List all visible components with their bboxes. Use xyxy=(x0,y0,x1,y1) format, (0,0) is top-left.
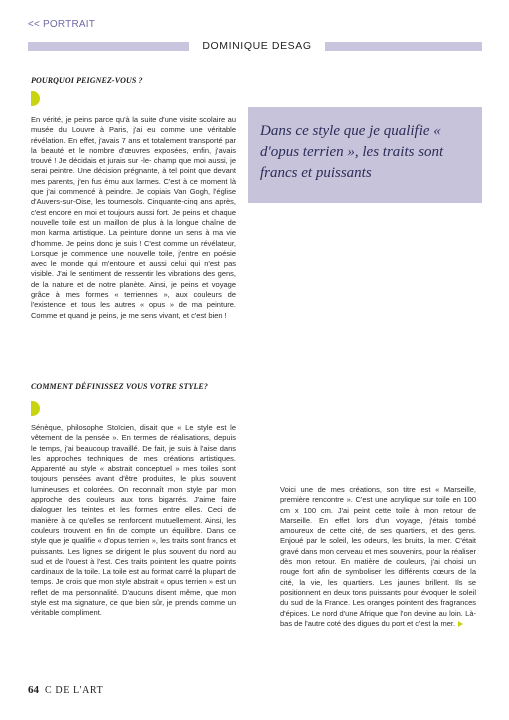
end-of-article-icon xyxy=(458,621,463,627)
answer-paragraph-3-wrapper xyxy=(280,485,476,629)
pull-quote-text: Dans ce style que je qualifie « d'opus terrien », les traits sont francs et puissants xyxy=(260,123,444,181)
answer-paragraph-2: Sénèque, philosophe Stoïcien, disait que « Le style est le vêtement de la pensée ». En termes de réalisations, depuis le temps, j'ai beaucoup travaillé. De fait, je suis à l'aise dans les approches techniques de mes créations artistiques. Apparenté au style « abstrait conceptuel » mes toiles sont toujours pensées avant d'être produites, le plus souvent lumineuses et colorées. On reconnaît mon style par mon approche des couleurs aux tons bigarrés. J'aime faire dialoguer les teintes et les formes entre elles. Ceci de manière à ce qu'elles se renforcent mutuellement. Ainsi, les couleurs trouvent en fin de compte un équilibre. Dans ce style que je qualifie « d'opus terrien », les traits sont francs et puissants. Les lignes se dirigent le plus souvent du nord au sud et de l'ouest à l'est. Ces traits pointent les quatre points cardinaux de la toile. La toile est au format carré la plupart de temps. Je crois que mon style abstrait « opus terrien » est un reflet de ma personnalité. D'aucuns disent même, que mon style est ma signature, ce que bien sûr, je prends comme un véritable compliment. xyxy=(31,423,236,618)
section-tag: << PORTRAIT xyxy=(28,19,96,30)
author-name: DOMINIQUE DESAG xyxy=(189,37,325,55)
answer-paragraph-1: En vérité, je peins parce qu'à la suite d'une visite scolaire au musée du Louvre à Paris, j'ai eu comme une véritable révélation. En effet, j'avais 7 ans et totalement transporté par la beauté et le nombre d'œuvres exposées, enfin, j'avais trouvé ! Je décidais et jurais sur -le- champ que moi aussi, je serai peintre. Une décision prégnante, à tel point que devant mes parents, j'en fus ému aux larmes. C'est à ce moment là que j'ai commencé à peindre. Je copiais Van Gogh, l'église d'Auvers-sur-Oise, les tournesols. Cinquante-cinq ans après, c'est encore en moi et toujours aussi fort. Je peins et chaque nouvelle toile est un maillon de plus à la longue chaîne de mon karma artistique. La peinture donne un sens à ma vie d'homme. Je peins donc je suis ! C'est comme un révélateur, Lorsque je commence une nouvelle toile, j'entre en poésie avec le monde qui m'entoure et aussi celui qui n'est pas visible. J'ai le sentiment de ressentir les vibrations des gens, de la nature et de notre planète. Ainsi, je peins et voyage grâce à mes formes « terriennes », aux couleurs de l'existence et tous les autres « opus » de ma peinture. Comme et quand je peins, je me sens vivant, et c'est bien ! xyxy=(31,115,236,320)
page-footer xyxy=(28,684,103,696)
answer-marker-icon xyxy=(31,91,40,106)
question-heading-1: POURQUOI PEIGNEZ-VOUS ? xyxy=(31,76,143,85)
answer-marker-icon xyxy=(31,401,40,416)
magazine-name: C DE L'ART xyxy=(45,685,104,696)
question-heading-2: COMMENT DÉFINISSEZ VOUS VOTRE STYLE? xyxy=(31,382,208,391)
answer-paragraph-3: Voici une de mes créations, son titre est « Marseille, première rencontre ». C'est une acrylique sur toile en 100 cm x 100 cm. J'ai peint cette toile à mon retour de Marseille. En effet lors d'un voyage, j'étais tombé amoureux de cette cité, de ses quartiers, et des gens. Enjoué par le soleil, les odeurs, les bruits, la mer. C'était gravé dans mon cerveau et mes souvenirs, pour la réaliser dès mon retour. En matière de couleurs, j'ai choisi un rouge fort afin de symboliser les différents cœurs de la cité, la vie, les quartiers. Les jaunes brillent. Ils se positionnent en deux tons puissants pour évoquer le soleil du sud de la France. Les oranges pointent des fragrances d'épices. Le nord d'une Afrique que l'on devine au loin. Là-bas de l'autre coté des digues du port et c'est la mer. xyxy=(280,485,476,628)
pull-quote-box xyxy=(248,107,482,203)
page-number: 64 xyxy=(28,684,39,696)
